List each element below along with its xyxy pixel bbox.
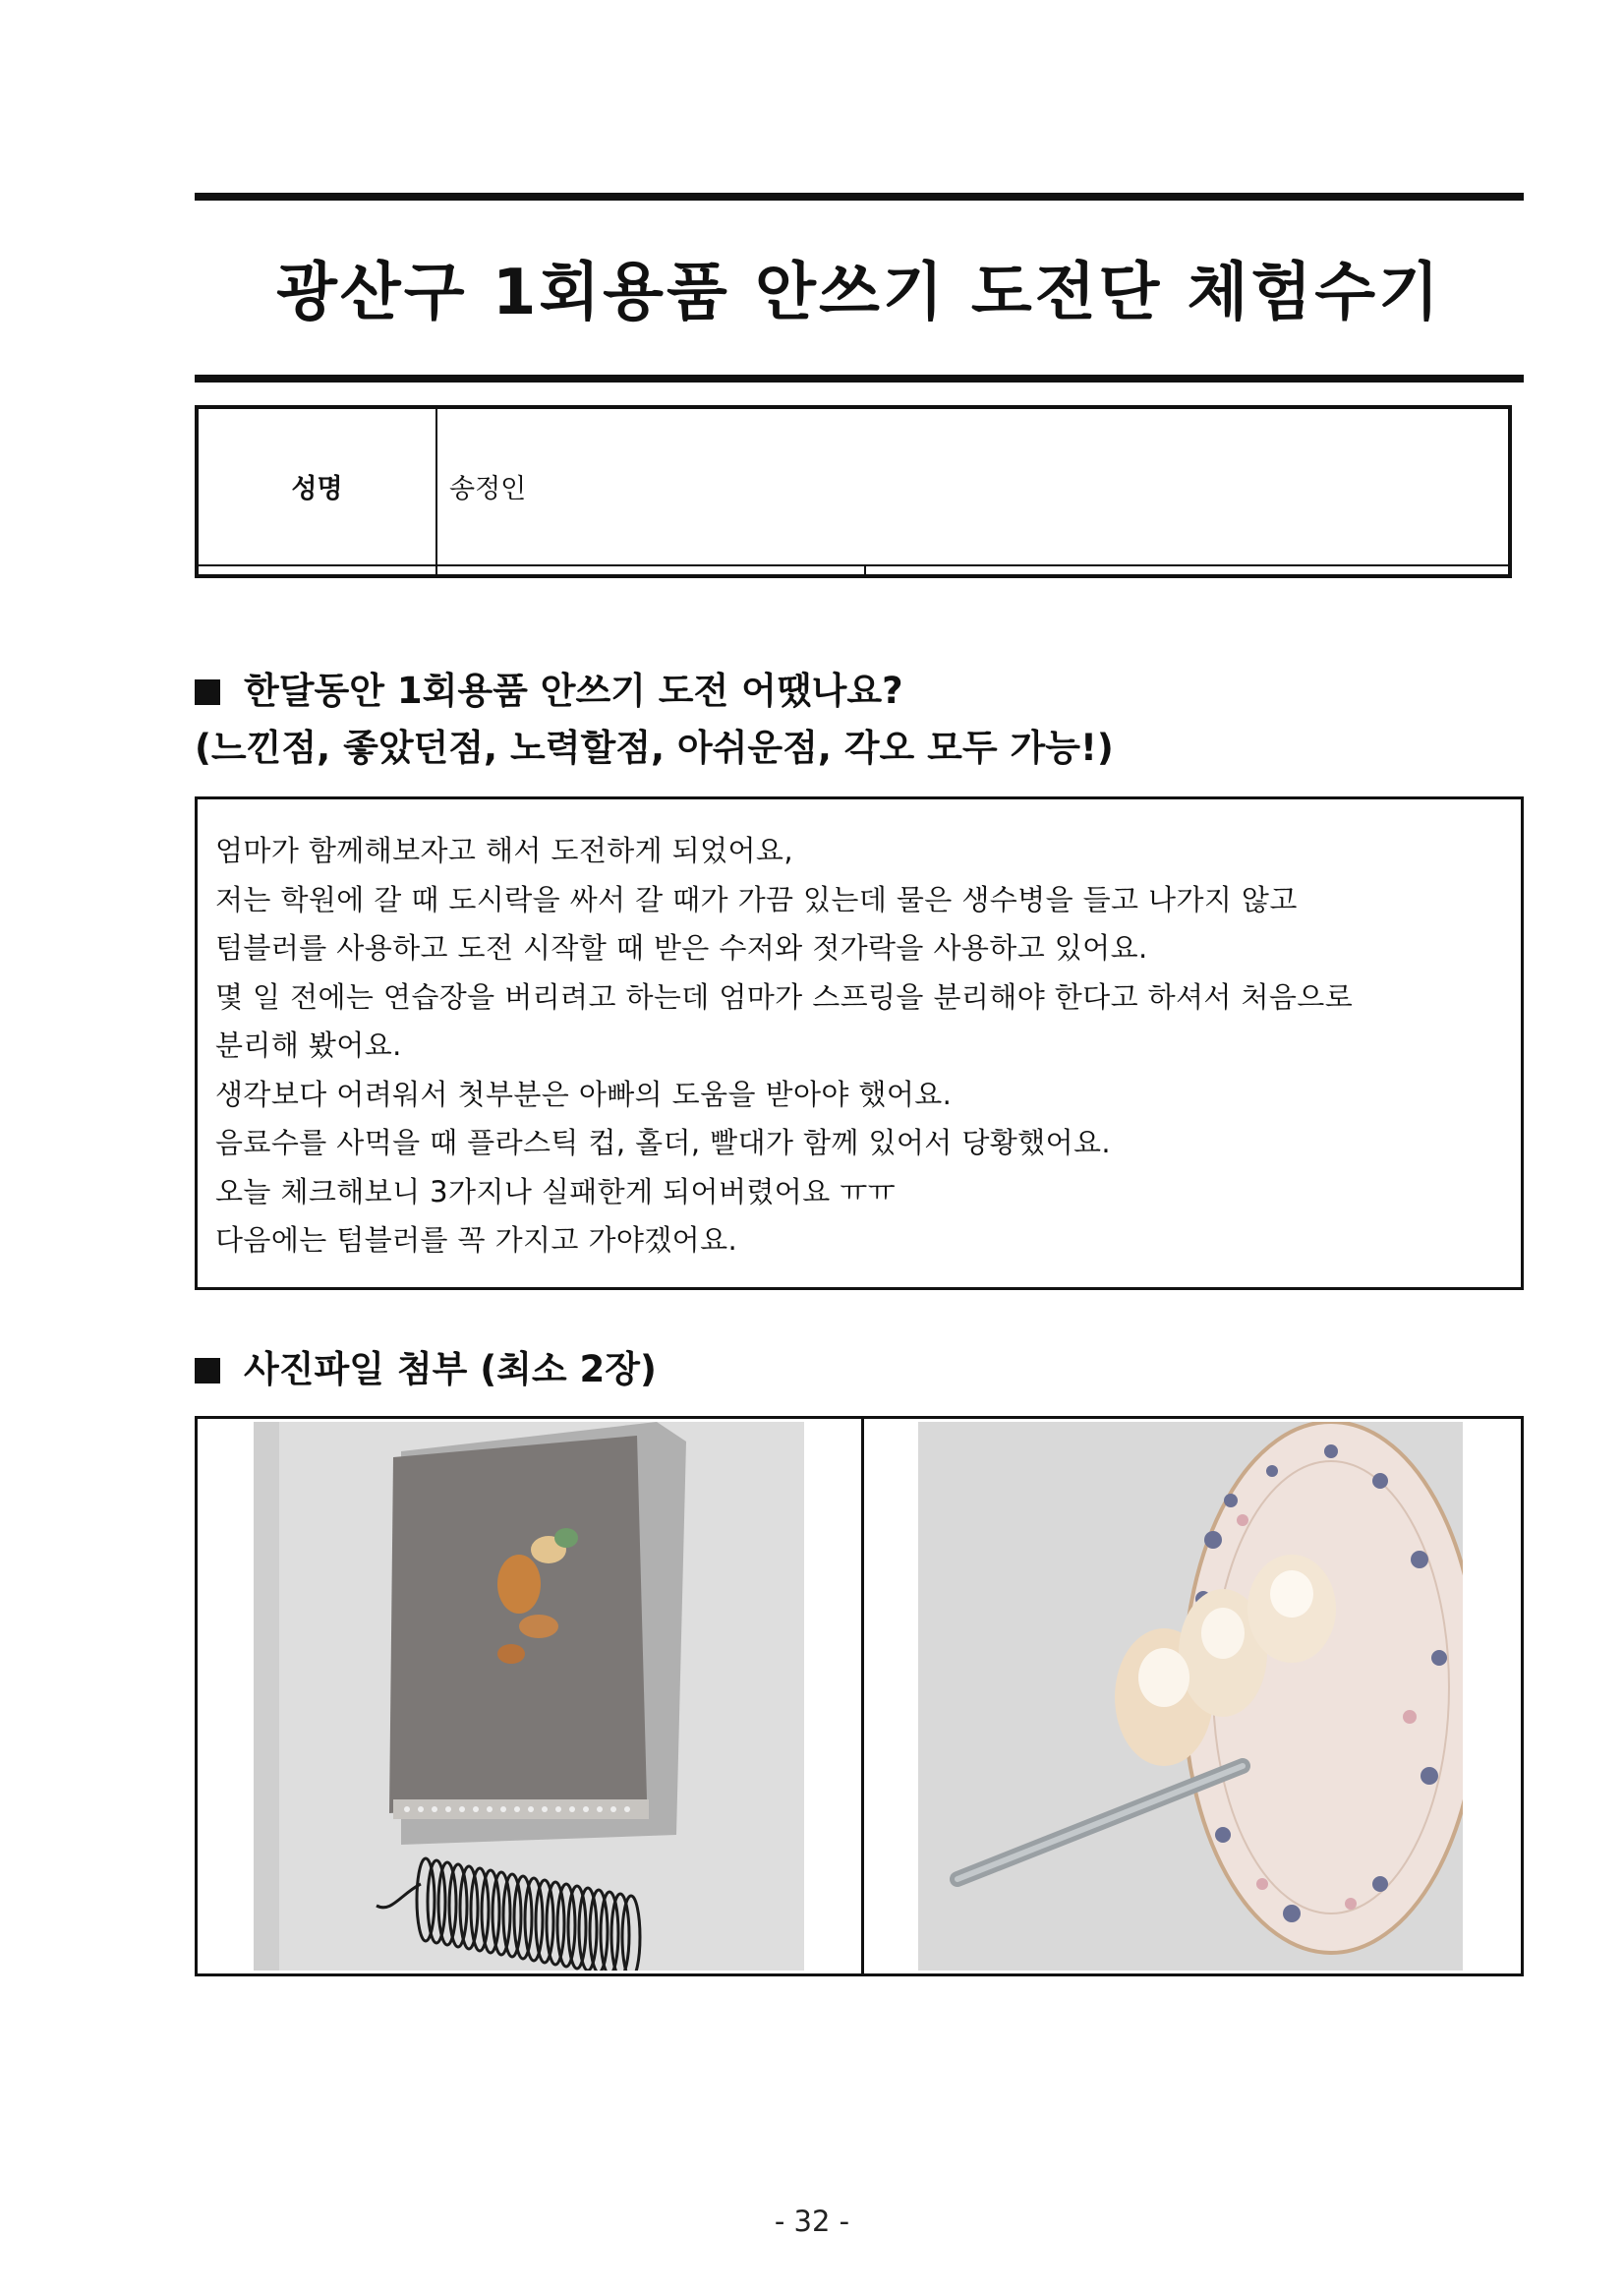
name-label: 성명 <box>197 407 436 565</box>
essay-line: 생각보다 어려워서 첫부분은 아빠의 도움을 받아야 했어요. <box>215 1077 953 1111</box>
title-bottom-rule <box>195 375 1524 383</box>
essay-line: 몇 일 전에는 연습장을 버리려고 하는데 엄마가 스프링을 분리해야 한다고 하셔서 처음으로 <box>215 979 1354 1014</box>
info-row-empty <box>197 565 1510 576</box>
name-value: 송정인 <box>436 407 1510 565</box>
essay-box <box>195 796 1524 1290</box>
section1-heading <box>195 667 903 716</box>
notebook-spring-photo <box>254 1422 804 1971</box>
info-row-name <box>197 407 1510 565</box>
photo-cell-right <box>864 1419 1521 1973</box>
section1-subheading: (느낀점, 좋았던점, 노력할점, 아쉬운점, 각오 모두 가능!) <box>195 727 1114 769</box>
page-number: - 32 - <box>774 2205 850 2238</box>
section2-heading-text: 사진파일 첨부 (최소 2장) <box>244 1348 657 1390</box>
section1-heading-text: 한달동안 1회용품 안쓰기 도전 어땠나요? <box>244 670 903 712</box>
essay-line: 엄마가 함께해보자고 해서 도전하게 되었어요, <box>215 834 793 867</box>
photo-cell-left <box>198 1419 864 1973</box>
info-cell <box>865 565 1510 576</box>
square-bullet-icon <box>195 1358 220 1383</box>
essay-line: 오늘 체크해보니 3가지나 실패한게 되어버렸어요 ㅠㅠ <box>215 1174 897 1208</box>
info-cell <box>436 565 865 576</box>
info-table <box>195 405 1512 578</box>
rice-cake-plate-photo <box>918 1422 1463 1971</box>
essay-line: 저는 학원에 갈 때 도시락을 싸서 갈 때가 가끔 있는데 물은 생수병을 들고 나가지 않고 <box>215 882 1298 916</box>
essay-line: 텀블러를 사용하고 도전 시작할 때 받은 수저와 젓가락을 사용하고 있어요. <box>215 931 1148 965</box>
essay-line: 분리해 봤어요. <box>215 1029 402 1062</box>
square-bullet-icon <box>195 679 220 705</box>
top-rule <box>195 193 1524 201</box>
photo-attachment-table <box>195 1416 1524 1976</box>
essay-line: 음료수를 사먹을 때 플라스틱 컵, 홀더, 빨대가 함께 있어서 당황했어요. <box>215 1126 1112 1159</box>
page-title: 광산구 1회용품 안쓰기 도전단 체험수기 <box>276 257 1442 329</box>
info-cell <box>197 565 436 576</box>
essay-line: 다음에는 텀블러를 꼭 가지고 가야겠어요. <box>215 1223 738 1257</box>
section2-heading <box>195 1345 657 1394</box>
